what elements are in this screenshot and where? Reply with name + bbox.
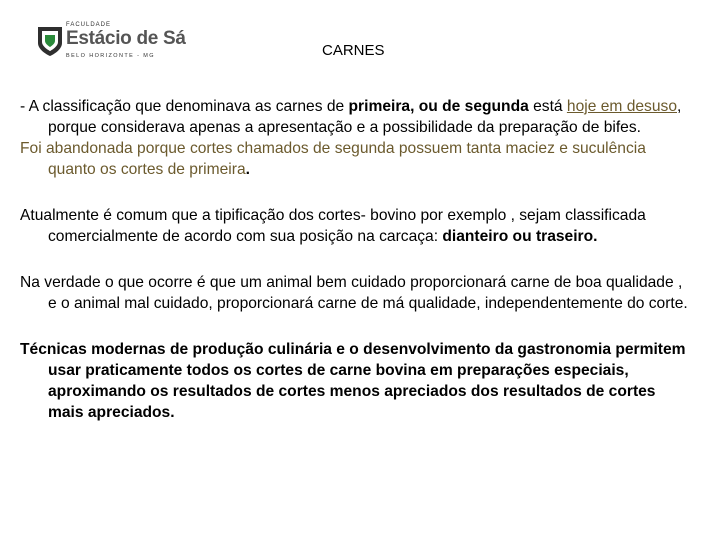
- p1-text-3: , porque considerava apenas a apresentação e a possibilidade da preparação de bifes.: [48, 98, 682, 136]
- p1-bold: primeira, ou de segunda: [348, 98, 529, 115]
- p5-text: Técnicas modernas de produção culinária e o desenvolvimento da gastronomia permitem usar praticamente todos os cortes de carne bovina em preparações especiais, aproximando os resultados de cortes menos apreciados dos resultados de cortes mais apreciados.: [20, 341, 686, 421]
- paragraph-modern-techniques: [20, 339, 692, 423]
- paragraph-currently: [20, 205, 692, 247]
- p3-text: Atualmente é comum que a tipificação dos cortes- bovino por exemplo , sejam classificada comercialmente de acordo com sua posição na carcaça:: [20, 207, 646, 245]
- logo-top-text: FACULDADE: [66, 22, 112, 28]
- logo-name: Estácio de Sá: [66, 28, 186, 49]
- logo-city: BELO HORIZONTE - MG: [66, 53, 155, 59]
- p2-end: .: [245, 161, 250, 178]
- body-text: [20, 96, 692, 423]
- paragraph-classification: [20, 96, 692, 138]
- p1-highlight: hoje em desuso: [566, 98, 677, 115]
- paragraph-in-truth: [20, 272, 692, 314]
- page-title: CARNES: [322, 42, 385, 59]
- p2-text: Foi abandonada porque cortes chamados de segunda possuem tanta maciez e suculência quanto os cortes de primeira: [20, 140, 646, 178]
- p3-bold: dianteiro ou traseiro.: [442, 228, 598, 245]
- paragraph-abandoned: [20, 138, 692, 180]
- shield-logo-icon: [36, 25, 64, 57]
- p1-text-1: - A classificação que denominava as carnes de: [20, 98, 349, 115]
- p4-text: Na verdade o que ocorre é que um animal bem cuidado proporcionará carne de boa qualidade , e o animal mal cuidado, proporcionará carne de má qualidade, independentemente do corte.: [20, 274, 688, 312]
- p1-text-2: está: [528, 98, 567, 115]
- faculty-logo: [36, 22, 186, 64]
